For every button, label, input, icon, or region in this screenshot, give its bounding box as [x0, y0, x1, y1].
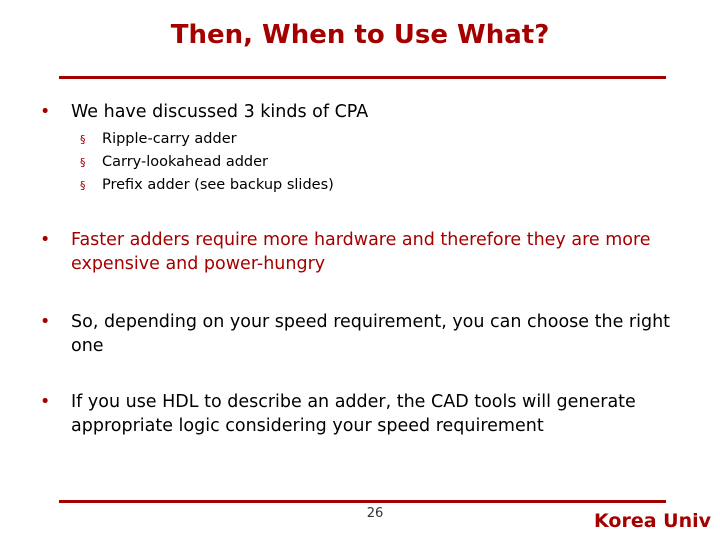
sub-bullet-text: Ripple-carry adder — [102, 131, 237, 147]
bullet-marker: • — [40, 102, 51, 122]
sub-bullet-marker: § — [80, 156, 86, 169]
title-divider — [59, 76, 666, 79]
footer-brand: Korea Univ — [594, 510, 711, 532]
page-number: 26 — [366, 506, 384, 521]
sub-bullet-text: Prefix adder (see backup slides) — [102, 177, 334, 193]
bullet-marker: • — [40, 312, 51, 332]
slide-title: Then, When to Use What? — [170, 20, 550, 50]
bullet-marker: • — [40, 392, 51, 412]
sub-bullet-marker: § — [80, 133, 86, 146]
bullet-text: We have discussed 3 kinds of CPA — [71, 102, 369, 122]
bullet-text: Faster adders require more hardware and therefore they are more expensive and power-hungry — [71, 230, 651, 274]
sub-bullet-text: Carry-lookahead adder — [102, 154, 269, 170]
bullet-text: If you use HDL to describe an adder, the CAD tools will generate appropriate logic considering your speed requirement — [71, 392, 636, 436]
sub-bullet-marker: § — [80, 179, 86, 192]
bullet-marker: • — [40, 230, 51, 250]
bullet-text: So, depending on your speed requirement, you can choose the right one — [71, 312, 671, 356]
footer-divider — [59, 500, 666, 503]
